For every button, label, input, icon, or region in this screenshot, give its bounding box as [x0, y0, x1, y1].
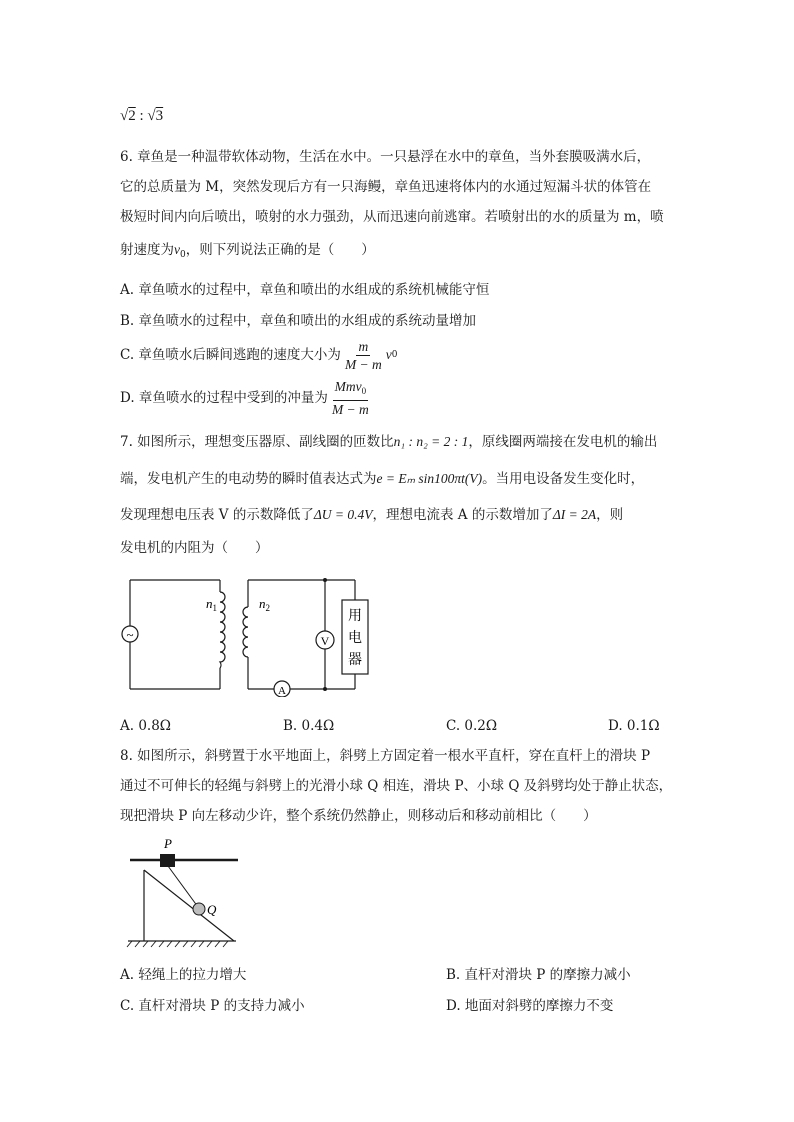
- q6-line-4: 射速度为$v_0$，则下列说法正确的是（ ）: [120, 242, 375, 260]
- wedge-rod-diagram: [124, 836, 244, 951]
- q8-option-a: A. 轻绳上的拉力增大: [120, 967, 247, 983]
- device-label-char-3: 器: [348, 653, 362, 668]
- sqrt-operand-a: 2: [128, 108, 136, 124]
- slider-p: [160, 854, 175, 867]
- q8-line-3: 现把滑块 P 向左移动少许，整个系统仍然静止，则移动后和移动前相比（ ）: [120, 808, 597, 824]
- ball-q: [193, 903, 205, 915]
- q7-line-1: 7. 如图所示，理想变压器原、副线圈的匝数比n₁ : n₂ = 2 : 1，原线圈两端接在发电机的输出: [120, 434, 658, 450]
- p-label: P: [164, 836, 172, 851]
- q6-line-3: 极短时间内向后喷出，喷射的水力强劲，从而迅速向前逃窜。若喷射出的水的质量为 m，喷: [120, 209, 664, 225]
- q6-option-d: D. 章鱼喷水的过程中受到的冲量为 $\frac{Mmv_0}{M - m}$: [120, 379, 369, 417]
- q6-option-b: B. 章鱼喷水的过程中，章鱼和喷出的水组成的系统动量增加: [120, 313, 477, 329]
- q6-line-2: 它的总质量为 M，突然发现后方有一只海鳗，章鱼迅速将体内的水通过短漏斗状的体管在: [120, 179, 652, 195]
- device-label-char-1: 用: [348, 609, 362, 624]
- device-label-char-2: 电: [348, 631, 362, 646]
- q8-line-1: 8. 如图所示，斜劈置于水平地面上，斜劈上方固定着一根水平直杆，穿在直杆上的滑块 P: [120, 748, 651, 764]
- turns-ratio: n₁ : n₂ = 2 : 1: [393, 434, 469, 449]
- q7-option-c: C. 0.2Ω: [446, 718, 498, 734]
- generator-symbol: ~: [126, 627, 134, 642]
- q8-option-b: B. 直杆对滑块 P 的摩擦力减小: [446, 967, 631, 983]
- q8-option-d: D. 地面对斜劈的摩擦力不变: [446, 998, 614, 1014]
- sqrt-symbol: √: [147, 108, 156, 124]
- q8-option-c: C. 直杆对滑块 P 的支持力减小: [120, 998, 305, 1014]
- delta-u: ΔU = 0.4V: [313, 507, 373, 522]
- q7-option-b: B. 0.4Ω: [283, 718, 335, 734]
- q7-line-3: 发现理想电压表 V 的示数降低了ΔU = 0.4V，理想电流表 A 的示数增加了ΔI = 2A，则: [120, 507, 624, 523]
- q7-option-d: D. 0.1Ω: [608, 718, 660, 734]
- sqrt-operand-b: 3: [155, 108, 164, 124]
- sqrt-symbol: √: [120, 108, 129, 124]
- voltmeter-label: V: [320, 634, 330, 648]
- primary-turns-label: $n_1$: [206, 596, 217, 613]
- q8-line-2: 通过不可伸长的轻绳与斜劈上的光滑小球 Q 相连，滑块 P、小球 Q 及斜劈均处于静止状态，: [120, 778, 673, 794]
- q6-option-c: C. 章鱼喷水后瞬间逃跑的速度大小为 $\frac{m}{M - m}$ v 0: [120, 338, 398, 372]
- previous-answer-fragment: [120, 106, 163, 126]
- emf-expression: e = Eₘ sin100πt(V): [376, 471, 483, 486]
- q-label: Q: [207, 902, 217, 917]
- ammeter-label: A: [278, 685, 286, 697]
- q7-line-2: 端，发电机产生的电动势的瞬时值表达式为e = Eₘ sin100πt(V)。当用电设备发生变化时，: [120, 471, 645, 487]
- option-c-fraction: $\frac{m}{M - m}$: [344, 338, 382, 372]
- ratio-separator: :: [139, 108, 144, 124]
- q7-line-4: 发电机的内阻为（ ）: [120, 540, 269, 556]
- delta-i: ΔI = 2A: [552, 507, 597, 522]
- transformer-circuit-diagram: [120, 572, 390, 697]
- q6-option-a: A. 章鱼喷水的过程中，章鱼和喷出的水组成的系统机械能守恒: [120, 282, 490, 298]
- v0-symbol: v: [174, 242, 180, 257]
- q7-option-a: A. 0.8Ω: [120, 718, 171, 734]
- secondary-turns-label: $n_2$: [259, 596, 270, 613]
- q6-line-1: 6. 章鱼是一种温带软体动物，生活在水中。一只悬浮在水中的章鱼，当外套膜吸满水后，: [120, 149, 651, 165]
- option-d-fraction: $\frac{Mmv_0}{M - m}$: [331, 379, 369, 417]
